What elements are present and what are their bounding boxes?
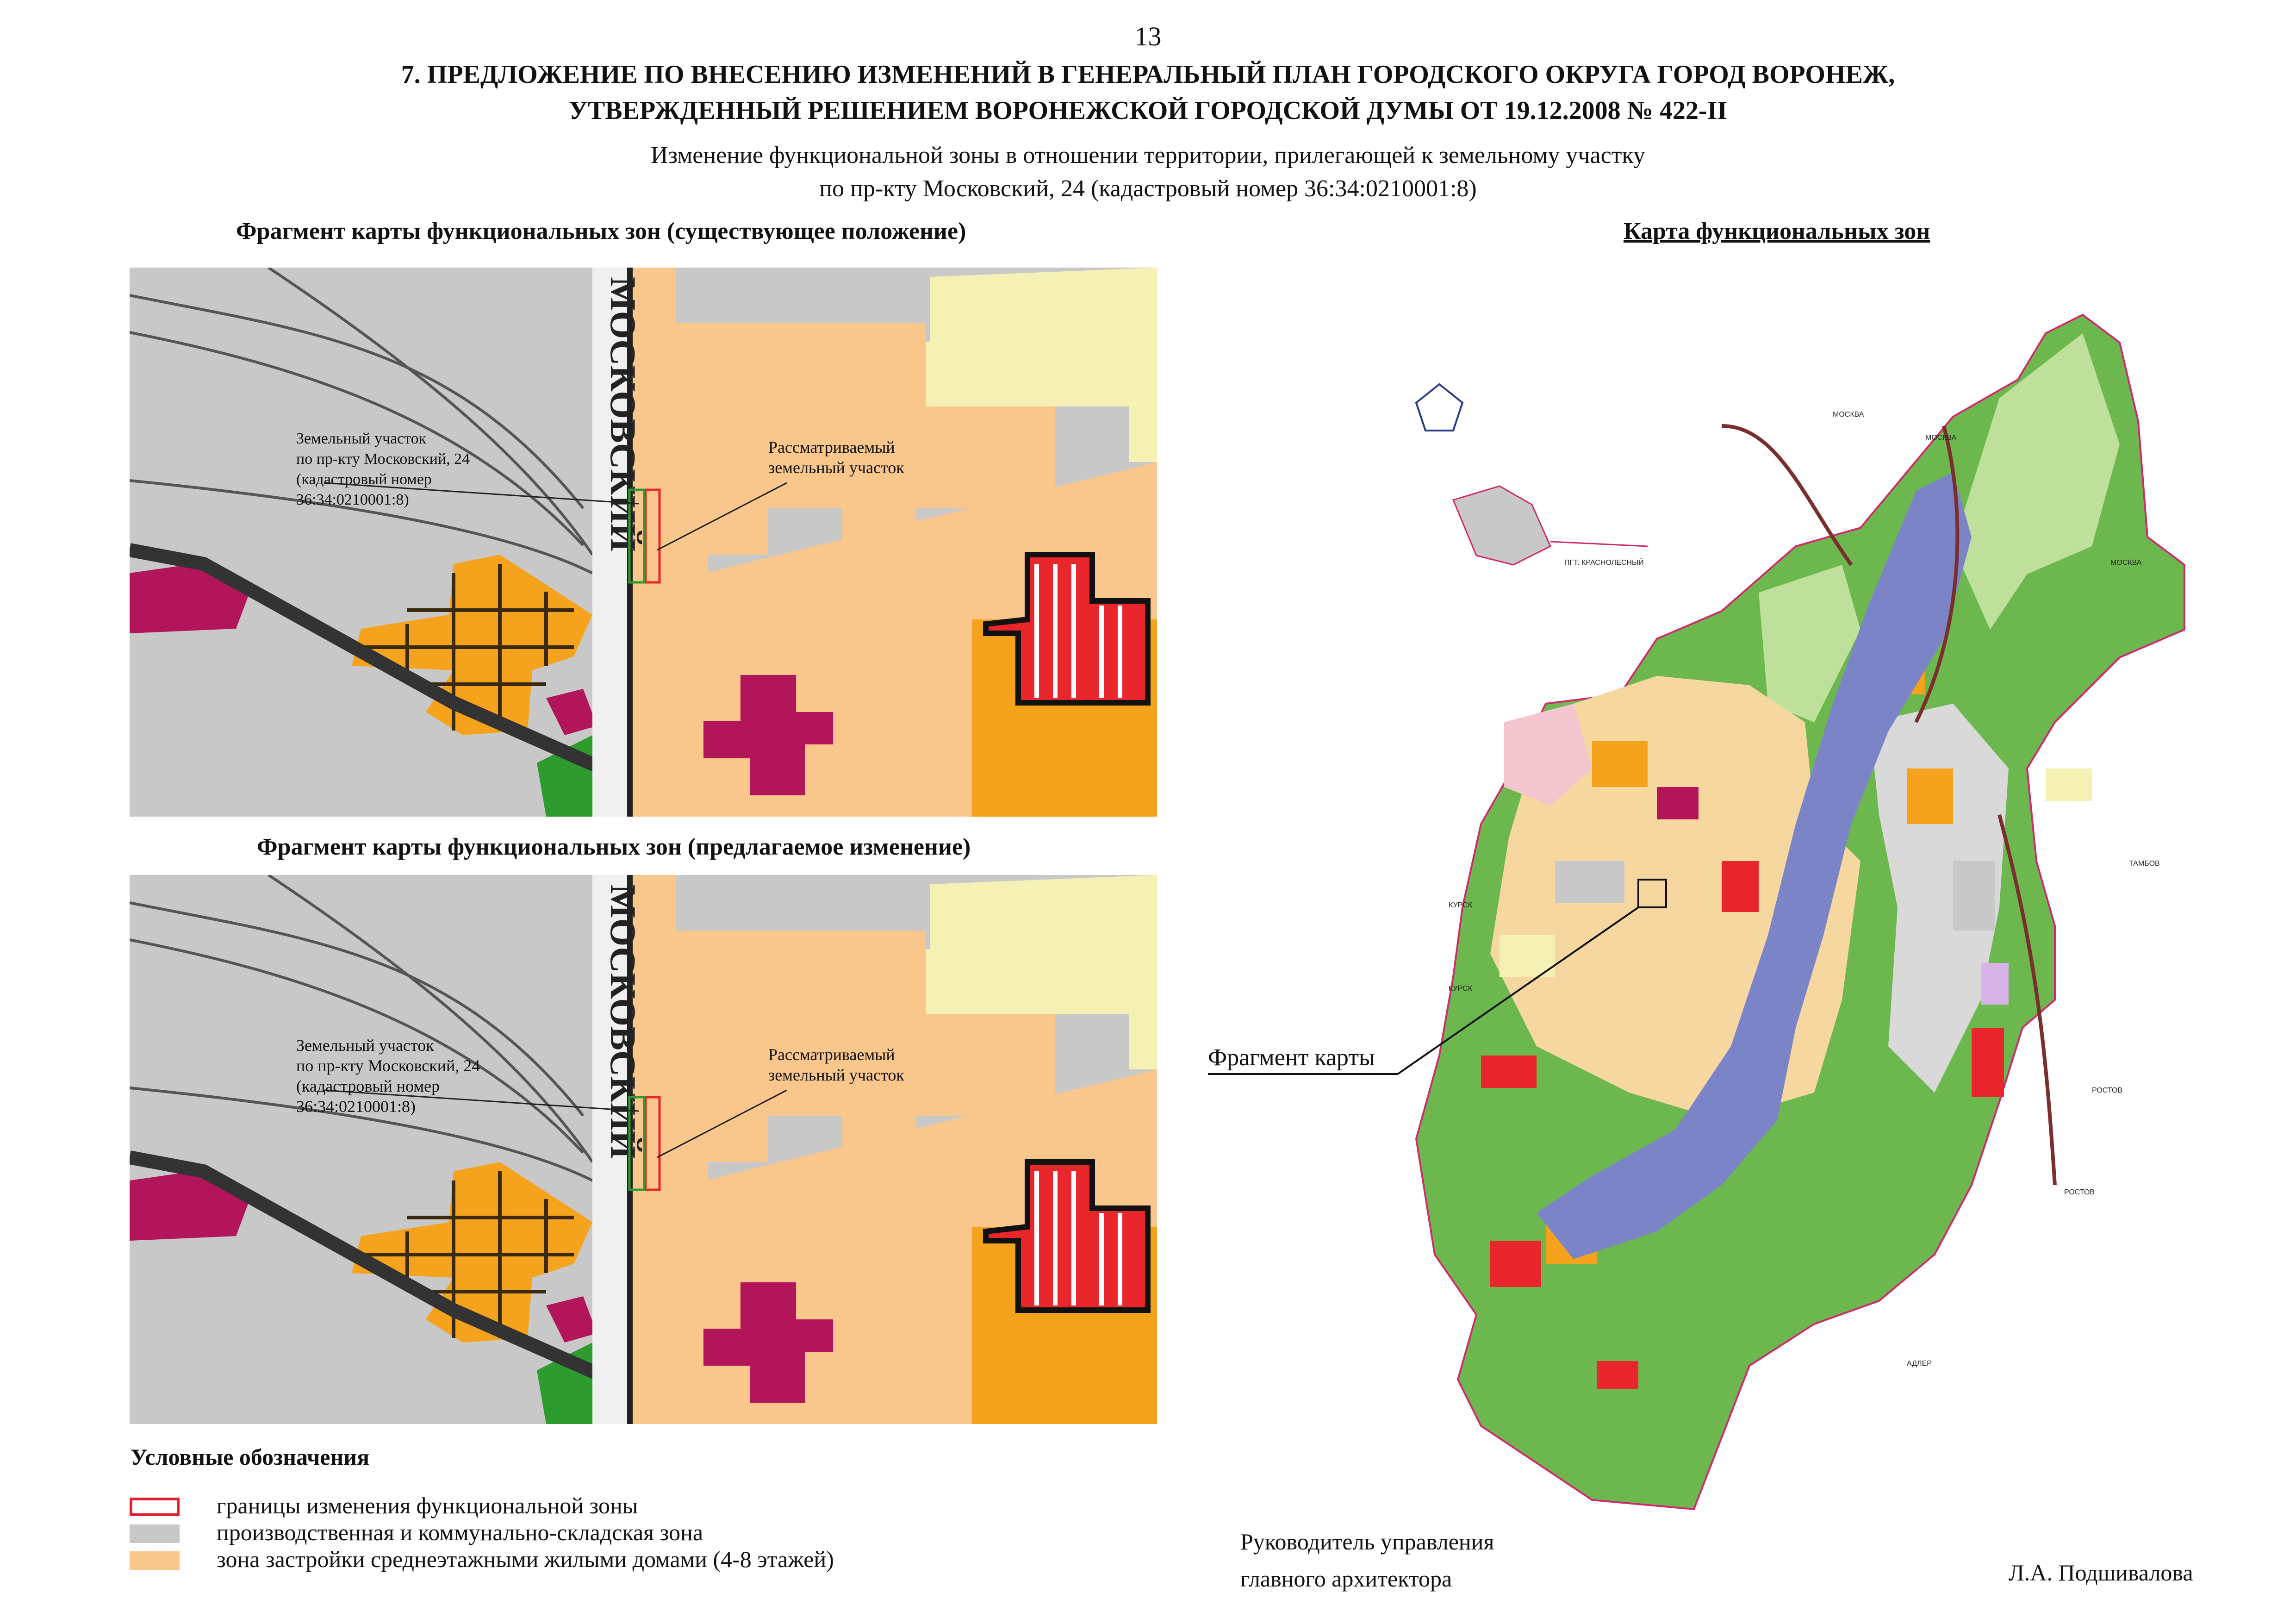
satellite-settlement <box>1453 486 1550 565</box>
patch-red-2 <box>1972 1028 2004 1097</box>
patch-lilac <box>1981 963 2009 1005</box>
patch-yellow-2 <box>2046 768 2092 801</box>
legend-title: Условные обозначения <box>131 1444 370 1470</box>
overview-map-heading: Карта функциональных зон <box>1624 218 1930 244</box>
street-label: МОСКОВСКИЙ <box>603 884 643 1159</box>
legend-swatch-boundary <box>130 1498 180 1516</box>
title-line-2: УТВЕРЖДЕННЫЙ РЕШЕНИЕМ ВОРОНЕЖСКОЙ ГОРОДСКОЙ ДУМЫ ОТ 19.12.2008 № 422-II <box>568 96 1728 125</box>
title-line-1: 7. ПРЕДЛОЖЕНИЕ ПО ВНЕСЕНИЮ ИЗМЕНЕНИЙ В ГЕНЕРАЛЬНЫЙ ПЛАН ГОРОДСКОГО ОКРУГА ГОРОД ВОРОНЕЖ, <box>401 60 1895 89</box>
road-label-krasnolesny: ПГТ. КРАСНОЛЕСНЫЙ <box>1564 559 1644 567</box>
compass-icon <box>1416 384 1462 431</box>
signature-position <box>1240 1523 1494 1597</box>
subtitle-line-1: Изменение функциональной зоны в отношении территории, прилегающей к земельному участку <box>651 142 1645 169</box>
legend-label-midrise: зона застройки среднеэтажными жилыми домами (4-8 этажей) <box>217 1546 834 1572</box>
parcel-boundary <box>646 1097 660 1190</box>
proposed-fragment-heading: Фрагмент карты функциональных зон (предлагаемое изменение) <box>257 834 971 860</box>
existing-fragment-map <box>130 268 1157 817</box>
proposed-fragment-map <box>130 875 1157 1424</box>
road-label-kursk-1: КУРСК <box>1449 901 1473 909</box>
page-title <box>0 56 2296 129</box>
road-label-moskva-2: МОСКВА <box>1925 434 1957 442</box>
signature-position-line-1: Руководитель управления <box>1240 1529 1494 1555</box>
road-label-moskva-1: МОСКВА <box>1833 411 1864 418</box>
road-label-adler: АДЛЕР <box>1907 1360 1932 1368</box>
road-label-moskva-3: МОСКВА <box>2110 559 2142 567</box>
considered-label: Рассматриваемый земельный участок <box>768 438 904 477</box>
legend-swatch-midrise <box>130 1551 180 1570</box>
patch-red-4 <box>1490 1241 1541 1287</box>
subtitle-line-2: по пр-кту Московский, 24 (кадастровый номер 36:34:0210001:8) <box>819 175 1477 202</box>
considered-label: Рассматриваемый земельный участок <box>768 1045 904 1084</box>
proposed-fragment-svg <box>130 875 1157 1424</box>
road-label-rostov-2: РОСТОВ <box>2064 1188 2095 1196</box>
legend-label-industrial: производственная и коммунально-складская зона <box>217 1519 703 1545</box>
parcel-label: Земельный участок по пр-кту Московский, 24 (кадастровый номер 36:34:0210001:8) <box>296 1036 480 1116</box>
patch-red-5 <box>1597 1361 1638 1389</box>
patch-magenta-1 <box>1657 787 1699 819</box>
existing-fragment-heading: Фрагмент карты функциональных зон (существующее положение) <box>236 218 966 244</box>
street-label: МОСКОВСКИЙ <box>603 277 643 552</box>
signature-position-line-2: главного архитектора <box>1240 1566 1452 1592</box>
patch-orange-1 <box>1592 741 1648 787</box>
signature-name: Л.А. Подшивалова <box>2009 1560 2193 1586</box>
legend-swatch-industrial <box>130 1524 180 1543</box>
patch-gray-2 <box>1953 861 1995 931</box>
road-label-tambov: ТАМБОВ <box>2129 860 2160 868</box>
patch-red-1 <box>1722 861 1759 912</box>
existing-fragment-svg <box>130 268 1157 817</box>
parcel-label: Земельный участок по пр-кту Московский, 24 (кадастровый номер 36:34:0210001:8) <box>296 430 470 508</box>
fragment-map-label: Фрагмент карты <box>1208 1044 1375 1071</box>
patch-orange-2 <box>1907 768 1953 824</box>
satellite-road <box>1550 542 1648 546</box>
legend-label-boundary: границы изменения функциональной зоны <box>217 1493 638 1518</box>
page-number: 13 <box>1134 21 1162 51</box>
road-label-rostov-1: РОСТОВ <box>2092 1087 2122 1094</box>
fragment-leader <box>1398 907 1638 1074</box>
fragment-leader-svg <box>1203 880 1666 1083</box>
page-subtitle <box>0 139 2296 206</box>
road-label-kursk-2: КУРСК <box>1449 985 1473 993</box>
